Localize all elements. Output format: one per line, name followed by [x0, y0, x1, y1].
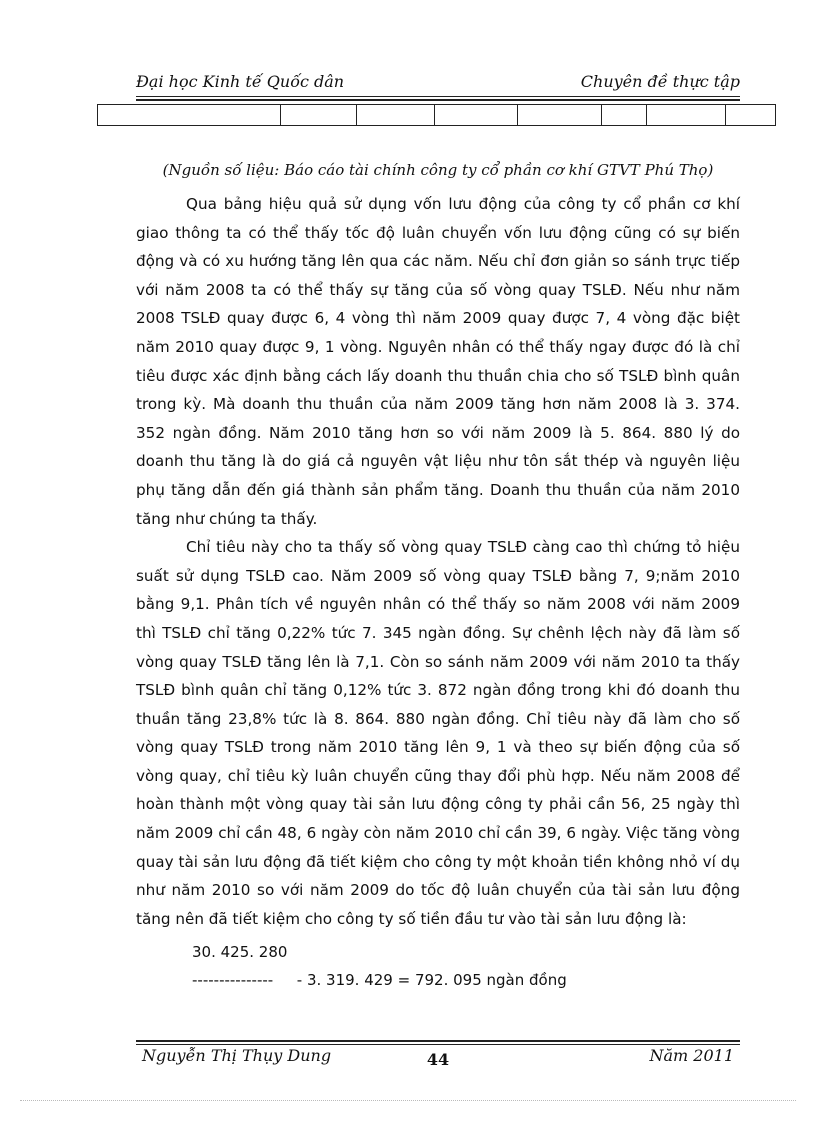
table-cell [726, 105, 775, 125]
footer-author: Nguyễn Thị Thụy Dung [142, 1046, 332, 1065]
table-cell [281, 105, 357, 125]
footer-year: Năm 2011 [649, 1046, 734, 1065]
formula-result: - 3. 319. 429 = 792. 095 ngàn đồng [296, 971, 567, 989]
table-cell [357, 105, 435, 125]
header-rule [136, 96, 740, 97]
table-cell [435, 105, 518, 125]
paragraph: Chỉ tiêu này cho ta thấy số vòng quay TSLĐ càng cao thì chứng tỏ hiệu suất sử dụng TSLĐ cao. Năm 2009 số vòng quay TSLĐ bằng 7, 9;năm 2010 bằng 9,1. Phân tích về nguyên nhân có thể thấy so năm 2008 với năm 2009 thì TSLĐ chỉ tăng 0,22% tức 7. 345 ngàn đồng. Sự chênh lệch này đã làm số vòng quay TSLĐ tăng lên là 7,1. Còn so sánh năm 2009 với năm 2010 ta thấy TSLĐ bình quân chỉ tăng 0,12% tức 3. 872 ngàn đồng trong khi đó doanh thu thuần tăng 23,8% tức là 8. 864. 880 ngàn đồng. Chỉ tiêu này đã làm cho số vòng quay TSLĐ trong năm 2010 tăng lên 9, 1 và theo sự biến động của số vòng quay, chỉ tiêu kỳ luân chuyển cũng thay đổi phù hợp. Nếu năm 2008 để hoàn thành một vòng quay tài sản lưu động công ty phải cần 56, 25 ngày thì năm 2009 chỉ cần 48, 6 ngày còn năm 2010 chỉ cần 39, 6 ngày. Việc tăng vòng quay tài sản lưu động đã tiết kiệm cho công ty một khoản tiền không nhỏ ví dụ như năm 2010 so với năm 2009 do tốc độ luân chuyển của tài sản lưu động tăng nên đã tiết kiệm cho công ty số tiền đầu tư vào tài sản lưu động là: [136, 538, 740, 928]
table-cell [602, 105, 648, 125]
body-text [136, 190, 740, 933]
footer-rule [136, 1044, 740, 1045]
header-report-type: Chuyên đề thực tập [580, 72, 740, 91]
source-note: (Nguồn số liệu: Báo cáo tài chính công ty cổ phần cơ khí GTVT Phú Thọ) [162, 161, 714, 179]
page-footer [136, 1046, 740, 1070]
fraction-bar: --------------- [192, 971, 274, 989]
table-fragment [97, 104, 776, 126]
header-university: Đại học Kinh tế Quốc dân [136, 72, 345, 91]
formula-numerator: 30. 425. 280 [192, 943, 288, 961]
footer-rule-thick [136, 1040, 740, 1042]
table-cell [518, 105, 602, 125]
formula-line [192, 971, 567, 989]
page-edge [20, 1100, 796, 1101]
paragraph: Qua bảng hiệu quả sử dụng vốn lưu động của công ty cổ phần cơ khí giao thông ta có thể thấy tốc độ luân chuyển vốn lưu động cũng có sự biến động và có xu hướng tăng lên qua các năm. Nếu chỉ đơn giản so sánh trực tiếp với năm 2008 ta có thể thấy sự tăng của số vòng quay TSLĐ. Nếu như năm 2008 TSLĐ quay được 6, 4 vòng thì năm 2009 quay được 7, 4 vòng đặc biệt năm 2010 quay được 9, 1 vòng. Nguyên nhân có thể thấy ngay được đó là chỉ tiêu được xác định bằng cách lấy doanh thu thuần chia cho số TSLĐ bình quân trong kỳ. Mà doanh thu thuần của năm 2009 tăng hơn năm 2008 là 3. 374. 352 ngàn đồng. Năm 2010 tăng hơn so với năm 2009 là 5. 864. 880 lý do doanh thu tăng là do giá cả nguyên vật liệu như tôn sắt thép và nguyên liệu phụ tăng dẫn đến giá thành sản phẩm tăng. Doanh thu thuần của năm 2010 tăng như chúng ta thấy. [136, 195, 740, 528]
table-cell [647, 105, 726, 125]
table-cell [98, 105, 281, 125]
page-header [136, 72, 740, 94]
header-rule-thick [136, 99, 740, 101]
page-number: 44 [426, 1050, 450, 1069]
